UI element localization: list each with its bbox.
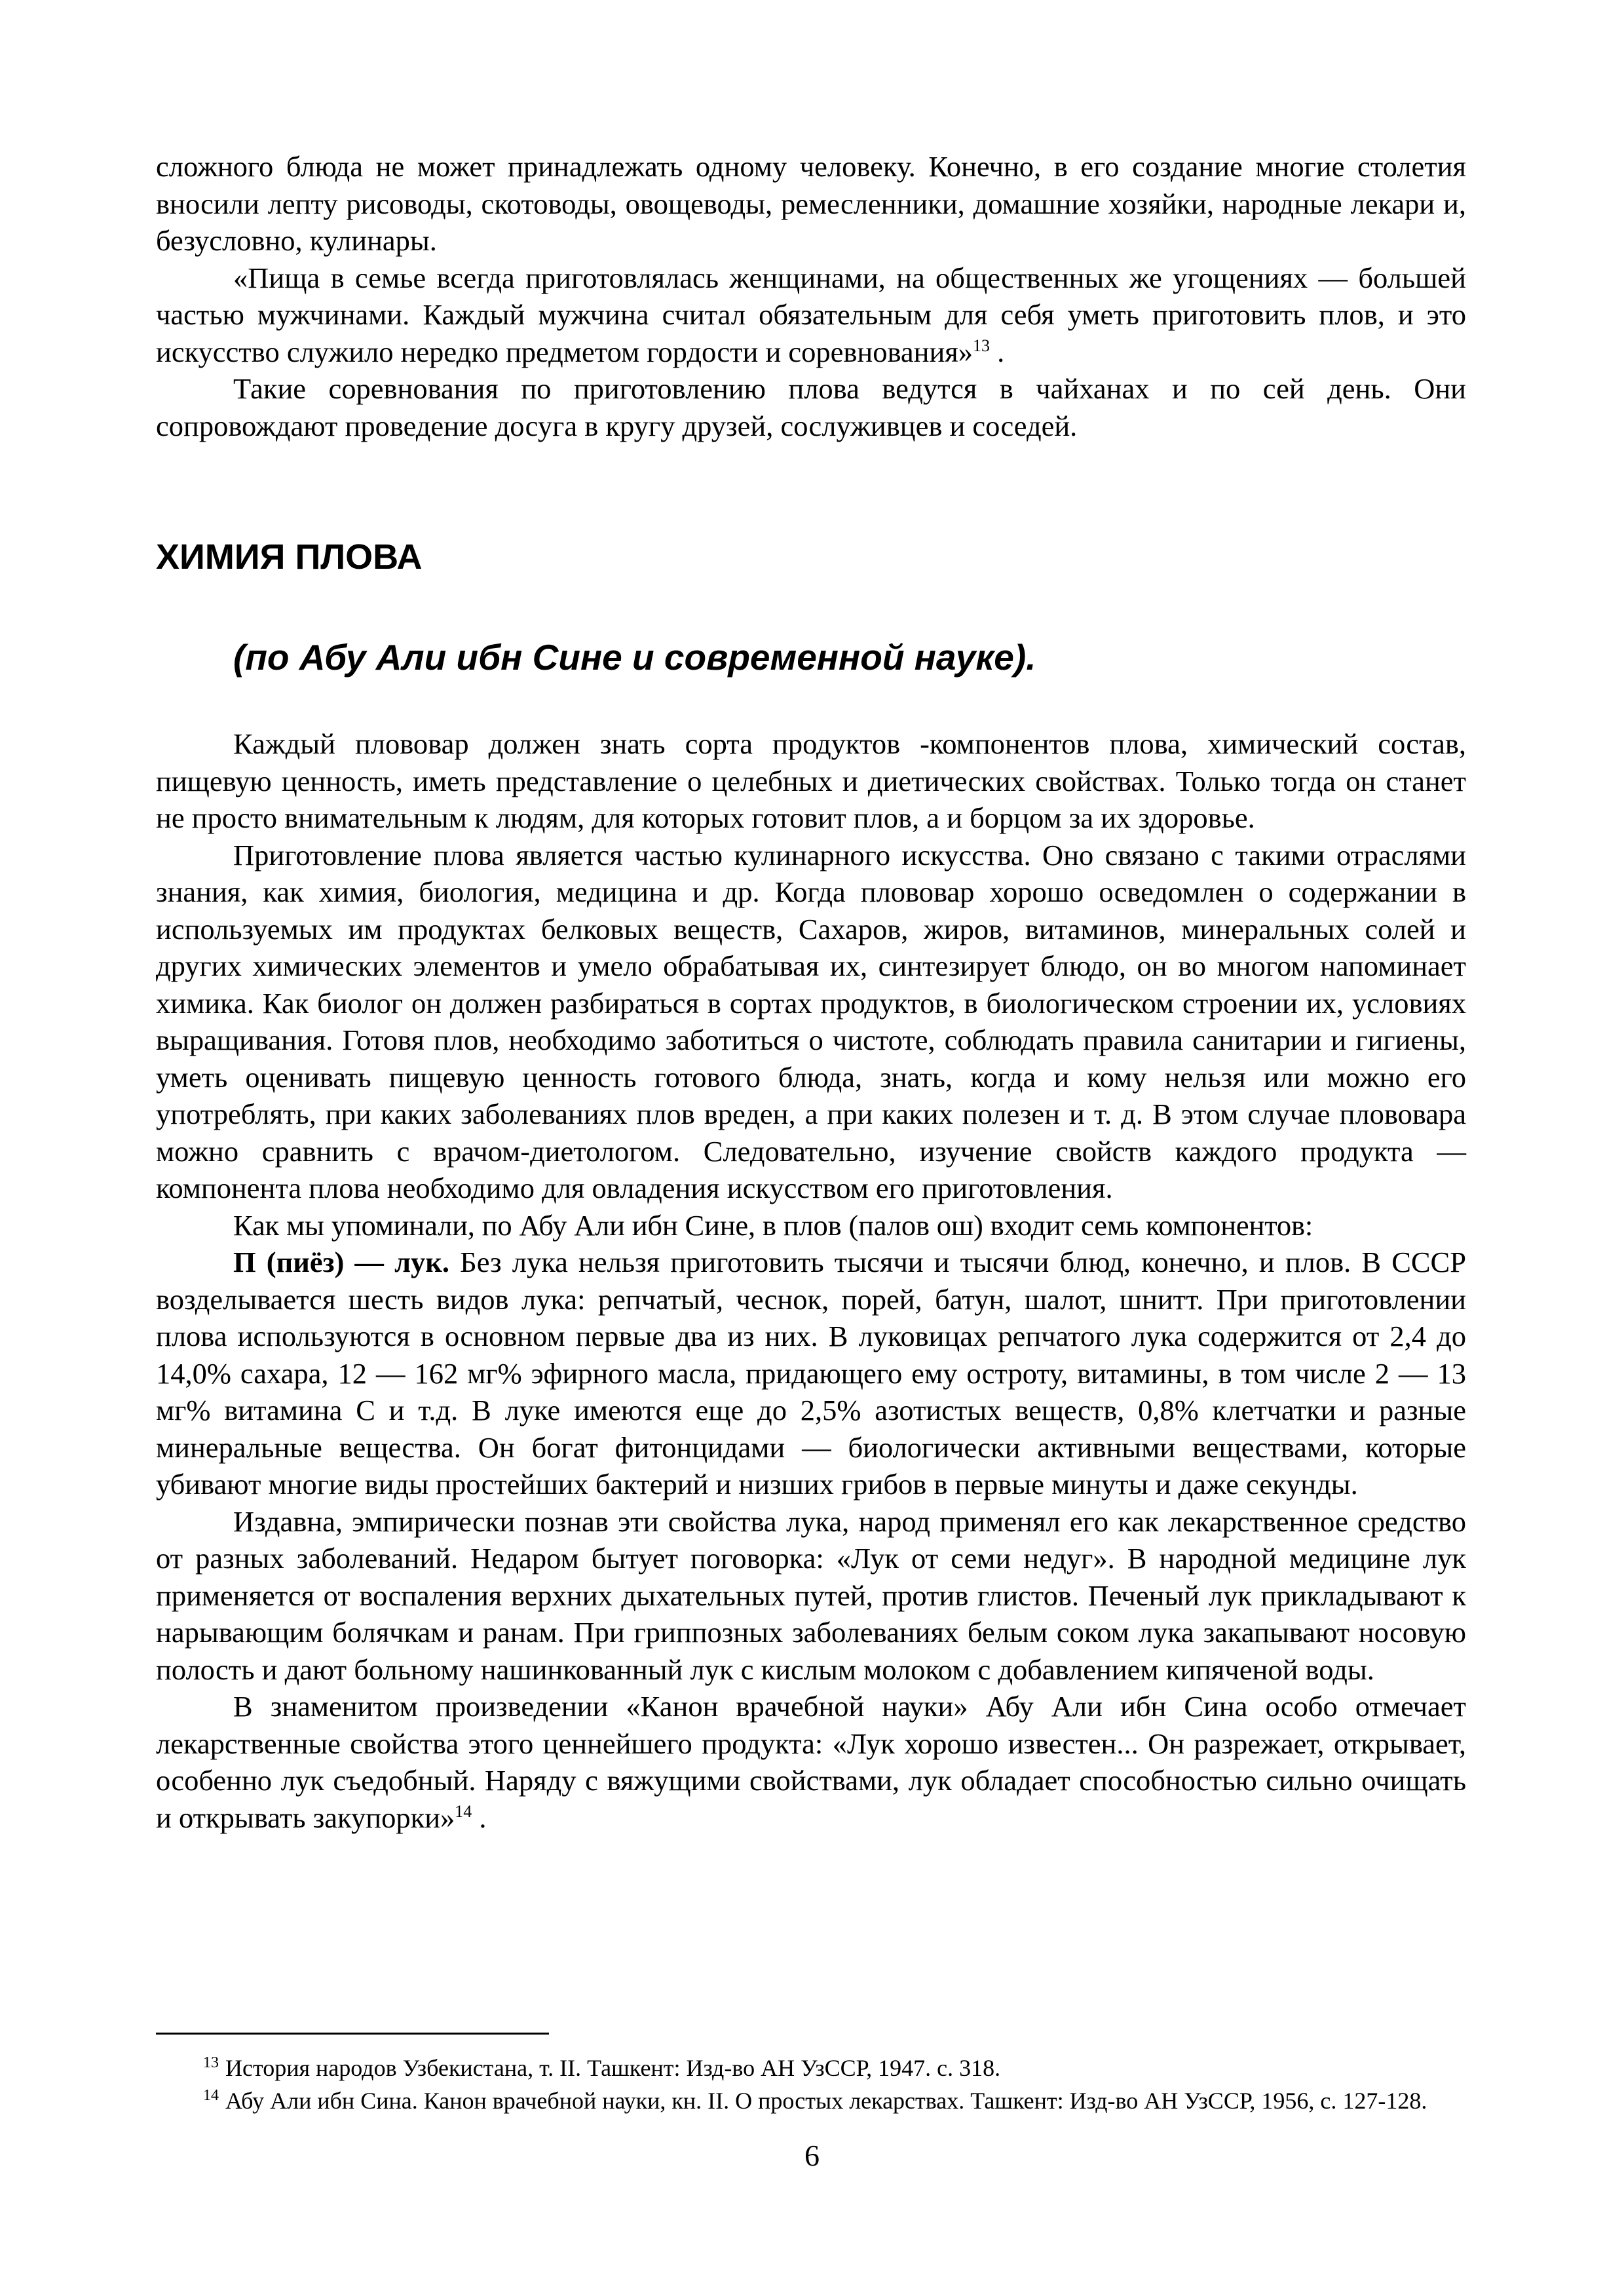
intro-block [156,148,1466,444]
body-paragraph-onion [156,1244,1466,1503]
footnote-ref-13[interactable]: 13 [973,335,991,355]
footnote-text: Абу Али ибн Сина. Канон врачебной науки, кн. II. О простых лекарствах. Ташкент: Изд-во АН УзССР, 1956, с. 127-128. [225,2088,1427,2114]
body-paragraph-3: Как мы упоминали, по Абу Али ибн Сине, в плов (палов ош) входит семь компонентов: [233,1208,1313,1242]
footnote-13 [203,2053,1435,2083]
body-paragraph-1: Каждый плововар должен знать сорта продуктов -компонентов плова, химический состав, пищевую ценность, иметь представление о целебных и диетических свойствах. Только тогда он станет не просто внимательным к людям, для которых готовит плов, а и борцом за их здоровье. [156,727,1466,834]
footnote-ref-14[interactable]: 14 [455,1801,472,1821]
page-number: 6 [804,2139,820,2172]
footnote-divider [156,2033,549,2035]
intro-quote-text: «Пища в семье всегда приготовлялась женщинами, на общественных же угощениях — большей частью мужчинами. Каждый мужчина считал обязательным для себя уметь приготовить плов, и это искусство служило нередко предметом гордости и соревнования» [156,261,1466,368]
footnote-text: История народов Узбекистана, т. II. Ташкент: Изд-во АН УзССР, 1947. с. 318. [225,2055,1001,2081]
body-block [156,725,1466,1836]
canon-quote-end: . [472,1801,487,1834]
footnote-14 [203,2086,1435,2116]
footnote-number: 13 [203,2054,219,2071]
onion-text: Без лука нельзя приготовить тысячи и тысячи блюд, конечно, и плов. В СССР возделывается шесть видов лука: репчатый, чеснок, порей, батун, шалот, шнитт. При приготовлении плова используются в основном первые два из них. В луковицах репчатого лука содержится от 2,4 до 14,0% сахара, 12 — 162 мг% эфирного масла, придающего ему остроту, витамины, в том числе 2 — 13 мг% витамина С и т.д. В луке имеются еще до 2,5% азотистых веществ, 0,8% клетчатки и разные минеральные вещества. Он богат фитонцидами — биологически активными веществами, которые убивают многие виды простейших бактерий и низших грибов в первые минуты и даже секунды. [156,1246,1466,1501]
canon-quote-text: В знаменитом произведении «Канон врачебной науки» Абу Али ибн Сина особо отмечает лекарственные свойства этого ценнейшего продукта: «Лук хорошо известен... Он разрежает, открывает, особенно лук съедобный. Наряду с вяжущими свойствами, лук обладает способностью сильно очищать и открывать закупорки» [156,1690,1466,1834]
body-paragraph-6 [156,1688,1466,1836]
section-subtitle: (по Абу Али ибн Сине и современной науке). [233,637,1036,678]
footnotes [203,2053,1435,2118]
body-paragraph-5: Издавна, эмпирически познав эти свойства лука, народ применял его как лекарственное средство от разных заболеваний. Недаром бытует поговорка: «Лук от семи недуг». В народной медицине лук применяется от воспаления верхних дыхательных путей, против глистов. Печеный лук прикладывают к нарывающим болячкам и ранам. При гриппозных заболеваниях белым соком лука закапывают носовую полость и дают больному нашинкованный лук с кислым молоком с добавлением кипяченой воды. [156,1504,1466,1686]
body-paragraph-2: Приготовление плова является частью кулинарного искусства. Оно связано с такими отраслями знания, как химия, биология, медицина и др. Когда плововар хорошо осведомлен о содержании в используемых им продуктах белковых веществ, Сахаров, жиров, витаминов, минеральных солей и других химических элементов и умело обрабатывая их, синтезирует блюдо, он во многом напоминает химика. Как биолог он должен разбираться в сортах продуктов, в биологическом строении их, условиях выращивания. Готовя плов, необходимо заботиться о чистоте, соблюдать правила санитарии и гигиены, уметь оценивать пищевую ценность готового блюда, знать, когда и кому нельзя или можно его употреблять, при каких заболеваниях плов вреден, а при каких полезен и т. д. В этом случае плововара можно сравнить с врачом-диетологом. Следовательно, изучение свойств каждого продукта — компонента плова необходимо для овладения искусством его приготовления. [156,838,1466,1204]
section-title: ХИМИЯ ПЛОВА [156,537,423,577]
intro-paragraph-2 [156,259,1466,371]
intro-quote-end: . [990,335,1005,368]
intro-paragraph-3: Такие соревнования по приготовлению плова ведутся в чайханах и по сей день. Они сопровождают проведение досуга в кругу друзей, сослуживцев и соседей. [156,372,1466,442]
footnote-number: 14 [203,2087,219,2104]
intro-paragraph-1: сложного блюда не может принадлежать одному человеку. Конечно, в его создание многие столетия вносили лепту рисоводы, скотоводы, овощеводы, ремесленники, домашние хозяйки, народные лекари и, безусловно, кулинары. [156,150,1466,257]
onion-term: П (пиёз) — лук. [233,1246,450,1278]
